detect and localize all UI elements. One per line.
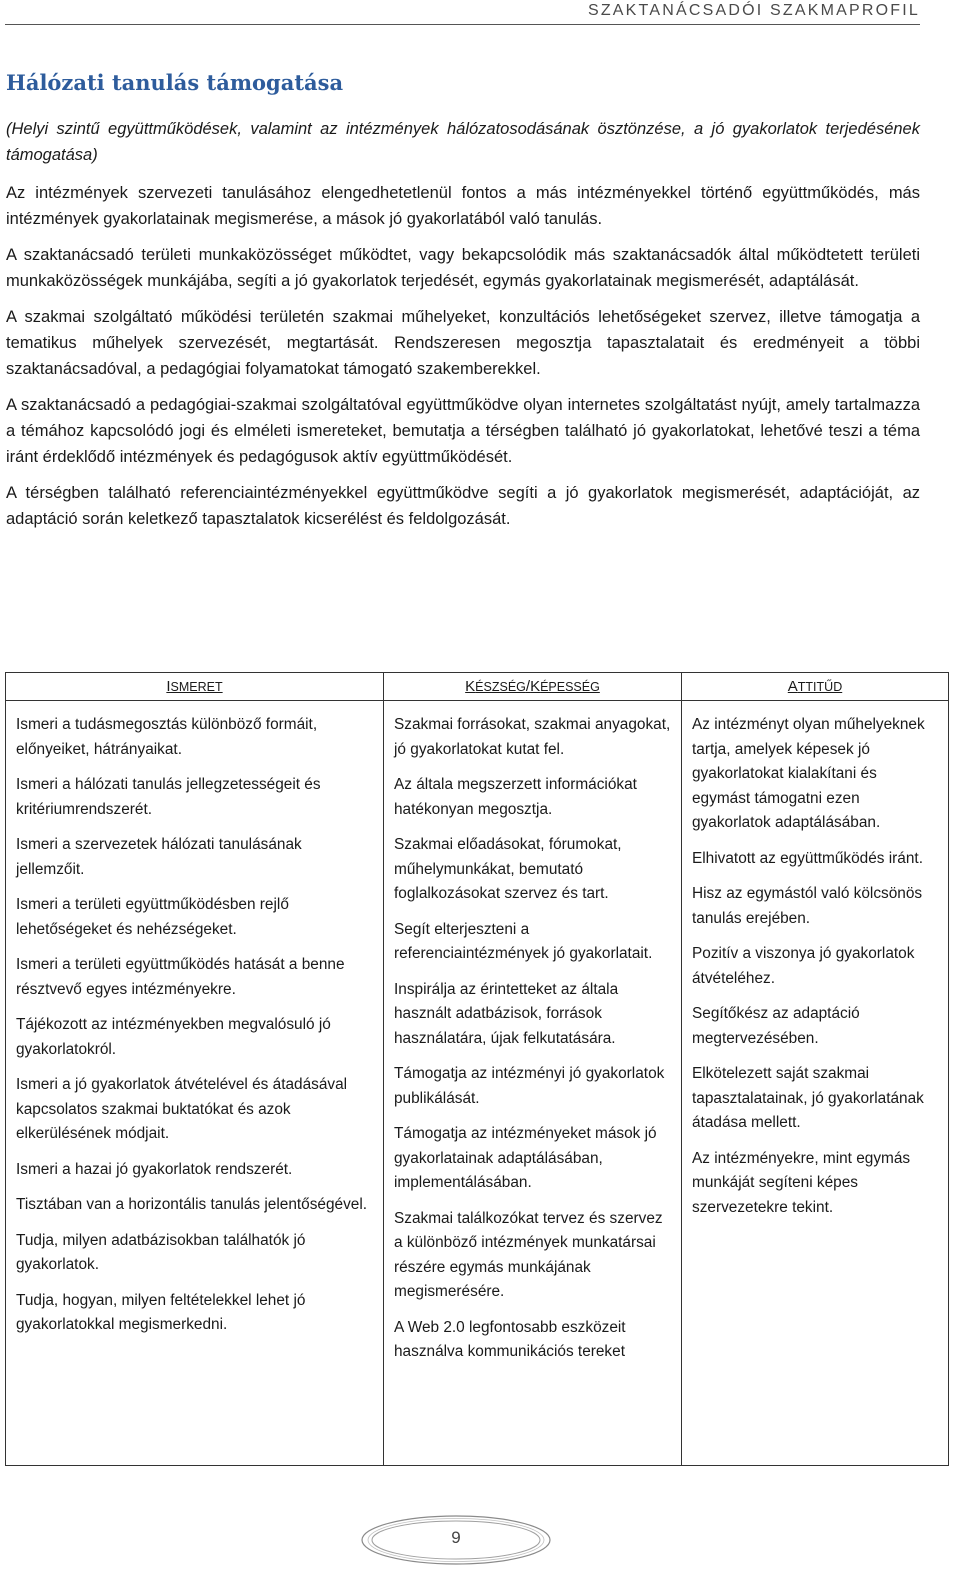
ismeret-cell bbox=[6, 701, 384, 1466]
header-ismeret: ISMERET bbox=[6, 673, 384, 701]
list-item: Az intézményt olyan műhelyeknek tartja, amelyek képesek jó gyakorlatokat kialakítani és egymást támogatni ezen gyakorlatok adaptálásában. bbox=[692, 716, 925, 831]
body-paragraph: A szaktanácsadó területi munkaközösséget működtet, vagy bekapcsolódik más szaktanácsadók által működtetett területi munkaközösségek munkájába, segíti a jó gyakorlatok terjedését, egymás gyakorlatainak megismerését, adaptálását. bbox=[6, 246, 920, 290]
list-item: Tudja, milyen adatbázisokban találhatók jó gyakorlatok. bbox=[16, 1231, 306, 1273]
header-attitud: ATTITŰD bbox=[682, 673, 949, 701]
list-item: Inspirálja az érintetteket az általa használt adatbázisok, források használatára, újak felkutatására. bbox=[394, 980, 619, 1047]
table-header-row bbox=[6, 673, 949, 701]
page-number-badge bbox=[360, 1513, 552, 1568]
list-item: Ismeri a jó gyakorlatok átvételével és átadásával kapcsolatos szakmai buktatókat és azok elkerülésének módjait. bbox=[16, 1076, 348, 1142]
page-number: 9 bbox=[451, 1528, 461, 1547]
body-paragraph: A szakmai szolgáltató működési területén szakmai műhelyeket, konzultációs lehetőségeket szervez, illetve támogatja a tematikus műhelyek szervezését, megtartását. Rendszeresen megosztja tapasztalatait és eredményeit a többi szaktanácsadóval, a pedagógiai folyamatokat támogató szakemberekkel. bbox=[6, 308, 920, 378]
list-item: Ismeri a hazai jó gyakorlatok rendszerét. bbox=[16, 1160, 293, 1178]
running-header: SZAKTANÁCSADÓI SZAKMAPROFIL bbox=[587, 2, 920, 19]
header-rule bbox=[5, 24, 920, 25]
competence-table bbox=[5, 672, 949, 1466]
list-item: Szakmai forrásokat, szakmai anyagokat, jó gyakorlatokat kutat fel. bbox=[394, 716, 671, 758]
list-item: Elkötelezett saját szakmai tapasztalatainak, jó gyakorlatának átadása mellett. bbox=[692, 1065, 924, 1131]
list-item: Támogatja az intézményi jó gyakorlatok publikálását. bbox=[394, 1065, 665, 1107]
list-item: Ismeri a tudásmegosztás különböző formáit, előnyeiket, hátrányaikat. bbox=[16, 716, 318, 758]
list-item: A Web 2.0 legfontosabb eszközeit használva kommunikációs tereket bbox=[394, 1318, 626, 1360]
list-item: Ismeri a szervezetek hálózati tanulásának jellemzőit. bbox=[16, 836, 302, 878]
attitud-cell bbox=[682, 701, 949, 1466]
section-subtitle: (Helyi szintű együttműködések, valamint az intézmények hálózatosodásának ösztönzése, a jó gyakorlatok terjedésének támogatása) bbox=[6, 120, 920, 164]
list-item: Ismeri a területi együttműködés hatását a benne résztvevő egyes intézményekre. bbox=[16, 956, 345, 998]
body-paragraph: A szaktanácsadó a pedagógiai-szakmai szolgáltatóval együttműködve olyan internetes szolgáltatást nyújt, amely tartalmazza a témához kapcsolódó jogi és elméleti ismereteket, bemutatja a térségben található jó gyakorlatokat, lehetővé teszi a téma iránt érdeklődő intézmények és pedagógusok aktív együttműködését. bbox=[6, 396, 920, 466]
list-item: Tudja, hogyan, milyen feltételekkel lehet jó gyakorlatokkal megismerkedni. bbox=[16, 1291, 306, 1333]
list-item: Szakmai előadásokat, fórumokat, műhelymunkákat, bemutató foglalkozásokat szervez és tart. bbox=[394, 836, 622, 902]
list-item: Pozitív a viszonya jó gyakorlatok átvételéhez. bbox=[692, 945, 915, 987]
list-item: Az intézményekre, mint egymás munkáját segíteni képes szervezetekre tekint. bbox=[692, 1149, 911, 1216]
section-title: Hálózati tanulás támogatása bbox=[6, 70, 344, 95]
list-item: Hisz az egymástól való kölcsönös tanulás erejében. bbox=[692, 885, 923, 927]
header-keszseg-kepesseg: KÉSZSÉG/KÉPESSÉG bbox=[384, 673, 682, 701]
keszseg-cell bbox=[384, 701, 682, 1466]
list-item: Az általa megszerzett információkat hatékonyan megosztja. bbox=[394, 776, 637, 818]
list-item: Segítőkész az adaptáció megtervezésében. bbox=[692, 1005, 860, 1047]
list-item: Tisztában van a horizontális tanulás jelentőségével. bbox=[16, 1196, 368, 1213]
list-item: Szakmai találkozókat tervez és szervez a különböző intézmények munkatársai részére egymás munkájának megismerésére. bbox=[394, 1209, 663, 1300]
list-item: Ismeri a hálózati tanulás jellegzetességeit és kritériumrendszerét. bbox=[16, 776, 321, 818]
table-row bbox=[6, 701, 949, 1466]
list-item: Tájékozott az intézményekben megvalósuló jó gyakorlatokról. bbox=[16, 1016, 331, 1058]
list-item: Segít elterjeszteni a referenciaintézmények jó gyakorlatait. bbox=[394, 920, 653, 962]
list-item: Elhivatott az együttműködés iránt. bbox=[692, 849, 923, 867]
body-paragraph: A térségben található referenciaintézményekkel együttműködve segíti a jó gyakorlatok megismerését, adaptációját, az adaptáció során keletkező tapasztalatok kicserélést és feldolgozását. bbox=[6, 484, 920, 528]
list-item: Támogatja az intézményeket mások jó gyakorlatainak adaptálásában, implementálásában. bbox=[394, 1125, 657, 1191]
body-paragraph: Az intézmények szervezeti tanulásához elengedhetetlenül fontos a más intézményekkel történő együttműködés, más intézmények gyakorlatainak megismerése, a mások jó gyakorlatából való tanulás. bbox=[6, 184, 920, 228]
body-text bbox=[6, 180, 920, 542]
list-item: Ismeri a területi együttműködésben rejlő lehetőségeket és nehézségeket. bbox=[16, 896, 289, 938]
